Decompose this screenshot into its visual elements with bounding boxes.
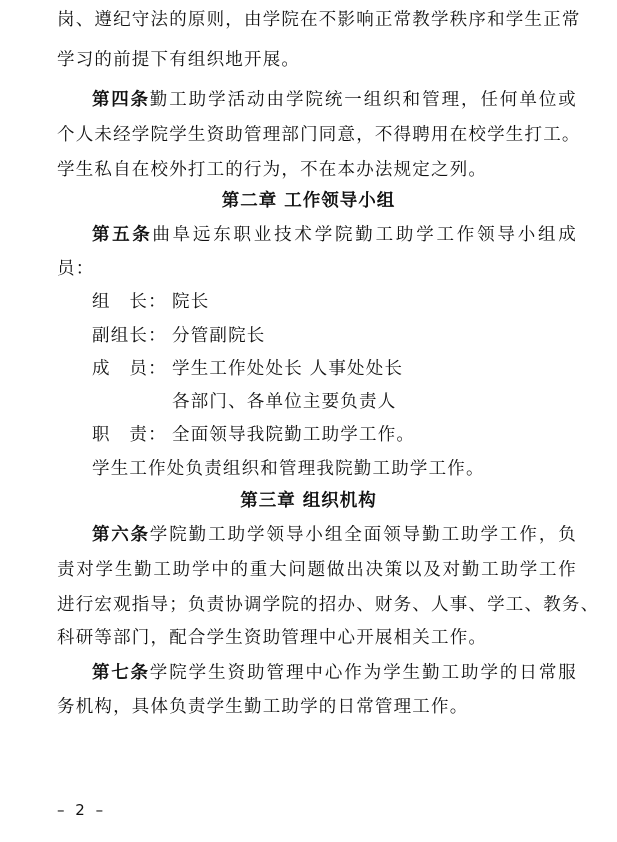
article-5-first-line: [92, 218, 577, 252]
duty-label: 职 责：: [92, 425, 167, 445]
article-5-text-2: 员：: [57, 259, 95, 279]
article-5-label: 第五条: [92, 225, 153, 245]
chapter-3-heading: 第三章 组织机构: [240, 491, 377, 511]
article-4-text-2: 个人未经学院学生资助管理部门同意，不得聘用在校学生打工。: [57, 125, 581, 145]
leader-value: 院长: [172, 292, 210, 312]
article-4-text-3: 学生私自在校外打工的行为，不在本办法规定之列。: [57, 160, 488, 180]
article-5-text-1: 曲阜远东职业技术学院勤工助学工作领导小组成: [152, 225, 578, 245]
article-7-label: 第七条: [92, 663, 150, 683]
duty-value: 全面领导我院勤工助学工作。: [172, 425, 416, 445]
article-6-text-3: 进行宏观指导；负责协调学院的招办、财务、人事、学工、教务、: [57, 595, 600, 615]
article-4-label: 第四条: [92, 90, 150, 110]
deputy-label: 副组长：: [92, 326, 167, 346]
member-value-2: 各部门、各单位主要负责人: [172, 392, 397, 412]
article-6-text-1: 学院勤工助学领导小组全面领导勤工助学工作，负: [149, 525, 577, 545]
article-4-text-1: 勤工助学活动由学院统一组织和管理，任何单位或: [149, 90, 577, 110]
article-6-text-2: 责对学生勤工助学中的重大问题做出决策以及对勤工助学工作: [57, 560, 577, 580]
article-4-first-line: [92, 83, 577, 117]
article-7-text-1: 学院学生资助管理中心作为学生勤工助学的日常服: [149, 663, 577, 683]
deputy-value: 分管副院长: [172, 326, 266, 346]
article-7-first-line: [92, 656, 577, 690]
article-6-first-line: [92, 518, 577, 552]
article-7-text-2: 务机构，具体负责学生勤工助学的日常管理工作。: [57, 697, 469, 717]
article-6-text-4: 科研等部门，配合学生资助管理中心开展相关工作。: [57, 628, 488, 648]
intro-line-1: 岗、遵纪守法的原则，由学院在不影响正常教学秩序和学生正常: [57, 10, 581, 30]
member-label: 成 员：: [92, 359, 167, 379]
article-6-label: 第六条: [92, 525, 150, 545]
chapter-2-heading: 第二章 工作领导小组: [221, 191, 396, 211]
intro-line-2: 学习的前提下有组织地开展。: [57, 50, 301, 70]
leader-label: 组 长：: [92, 292, 167, 312]
page-number: – 2 –: [57, 801, 107, 819]
office-line: 学生工作处负责组织和管理我院勤工助学工作。: [92, 459, 485, 479]
member-value-1: 学生工作处处长 人事处处长: [172, 359, 404, 379]
